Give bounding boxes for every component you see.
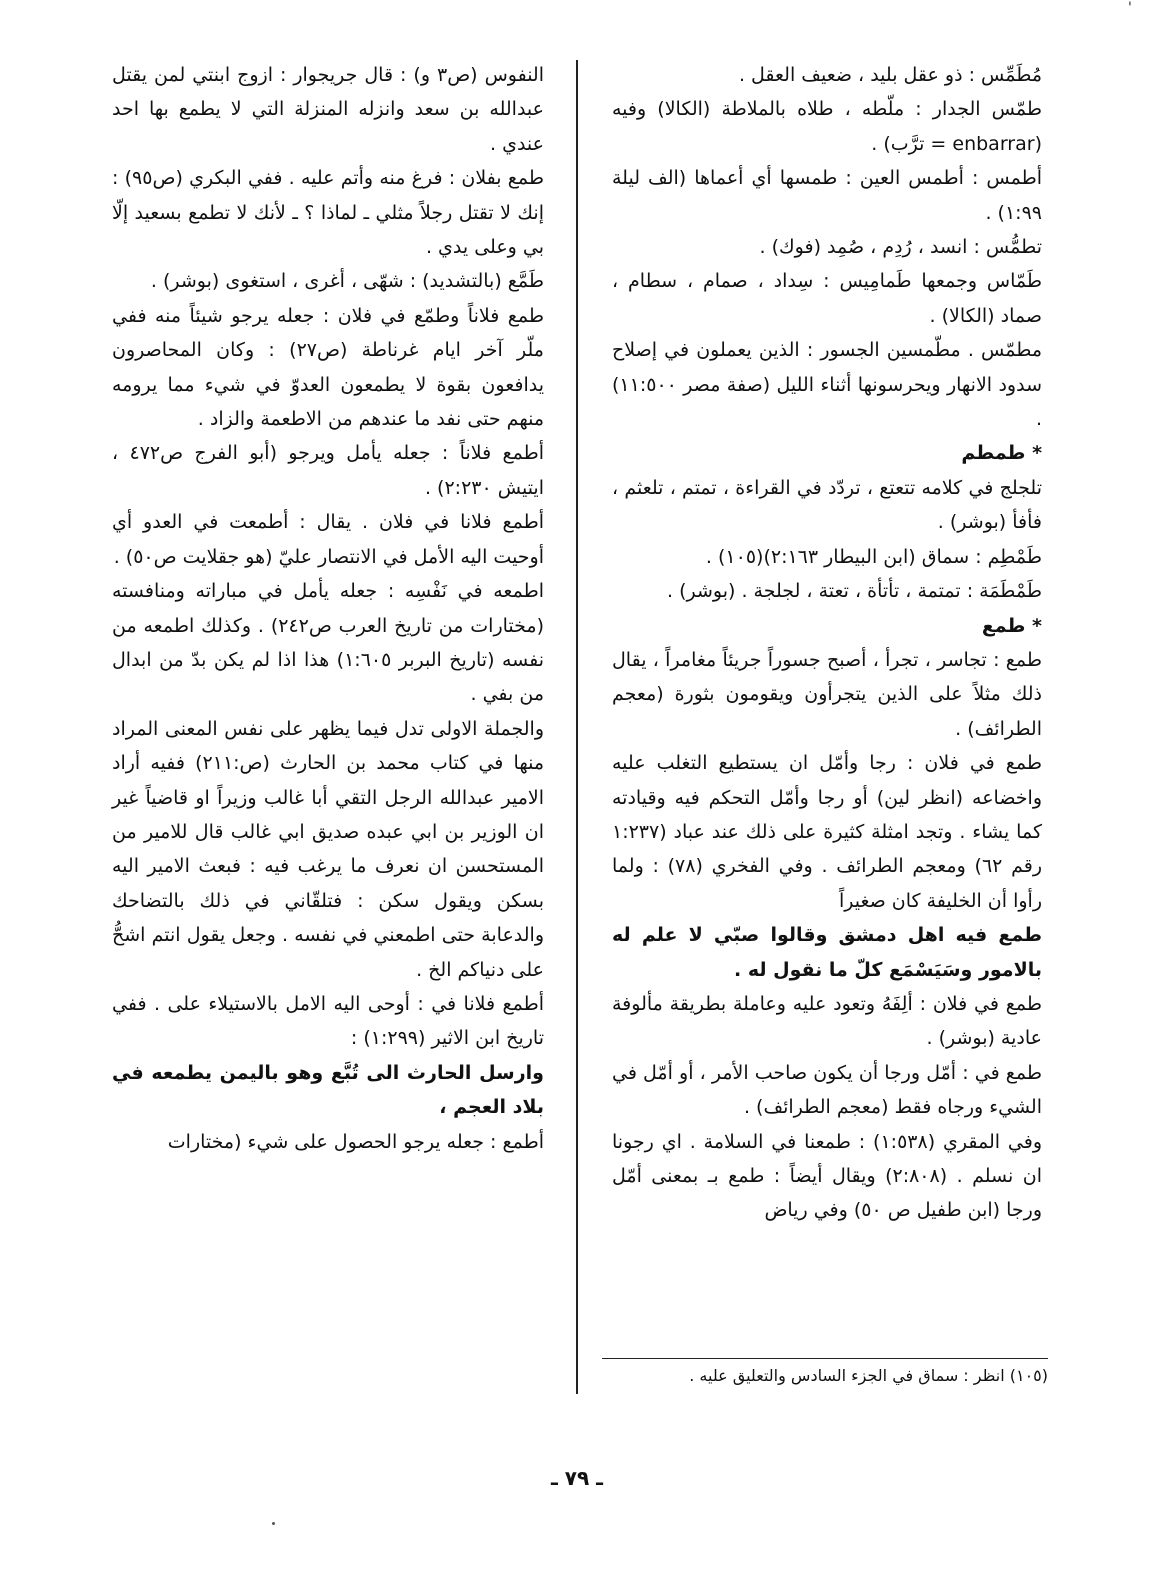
column-divider xyxy=(576,60,578,1394)
heading-tamaa: * طمع xyxy=(981,614,1042,637)
entry-tamtim: طَمْطِم : سماق (ابن البيطار ٢:١٦٣)(١٠٥) . xyxy=(705,545,1042,568)
left-column xyxy=(112,58,544,1159)
entry-tammaa-tashdid: طَمَّع (بالتشديد) : شهّى ، أغرى ، استغوى (بوشر) . xyxy=(150,270,544,293)
page-number: ـ ٧٩ ـ xyxy=(550,1466,604,1490)
entry-tammas: طَمّاس وجمعها طَمامِيس : سِداد ، صمام ، سطام ، صماد (الكالا) . xyxy=(612,270,1042,327)
entry-tamaa-fi-fulan: طمع في فلان : رجا وأمّل ان يستطيع التغلب عليه واخضاعه (انظر لين) أو رجا وأمّل التحكم فيه وقيادته كما يشاء . وتجد امثلة كثيرة على ذلك عند عباد (١:٢٣٧ رقم ٦٢) ومعجم الطرائف . وفي الفخري (٧٨) : ولما رأوا أن الخليفة كان صغيراً xyxy=(612,752,1042,912)
entry-tamaa-tajasar: طمع : تجاسر ، تجرأ ، أصبح جسوراً جريئاً مغامراً ، يقال ذلك مثلاً على الذين يتجرأون ويقومون بثورة (معجم الطرائف) . xyxy=(612,648,1042,740)
footnote-rule xyxy=(602,1358,1048,1359)
entry-tatammas: تطمُّس : انسد ، رُدِم ، صُمِد (فوك) . xyxy=(759,236,1042,259)
entry-wal-jumla: والجملة الاولى تدل فيما يظهر على نفس المعنى المراد منها في كتاب محمد بن الحارث (ص:٢١١) ففيه أراد الامير عبدالله الرجل التقي أبا غالب وزيراً او قاضياً غير ان الوزير بن ابي عبده صديق ابي غالب قال للامير من المستحسن ان نعرف ما يرغب فيه : فبعث الامير اليه بسكن ويقول سكن : فتلقّاني في ذلك بالتضاحك والدعابة حتى اطمعني في نفسه . وجعل يقول انتم اشحُّ على دنياكم الخ . xyxy=(112,717,544,981)
quote-dimashq: طمع فيه اهل دمشق وقالوا صبّي لا علم له بالامور وسَيَسْمَع كلّ ما نقول له . xyxy=(612,924,1042,981)
entry-atmaa-fi-fulan: أطمع فلانا في فلان . يقال : أطمعت في العدو أي أوحيت اليه الأمل في الانتصار عليّ (هو جقلايت ص٥٠) . xyxy=(112,511,544,568)
entry-nufus: النفوس (ص٣ و) : قال جريجوار : ازوج ابنتي لمن يقتل عبدالله بن سعد وانزله المنزلة التي لا يطمع بها احد عندي . xyxy=(112,64,544,155)
entry-mutammis-aljusur: مطمّس . مطّمسين الجسور : الذين يعملون في إصلاح سدود الانهار ويحرسونها أثناء الليل (صفة مصر ١١:٥٠٠) . xyxy=(612,339,1042,431)
footnote: (١٠٥) انظر : سماق في الجزء السادس والتعليق عليه . xyxy=(689,1366,1048,1385)
corner-mark: ' xyxy=(1128,0,1132,16)
scan-speck xyxy=(272,1522,275,1525)
entry-tamaa-fi-fulan-alifahu: طمع في فلان : ألِفَهُ وتعود عليه وعاملة بطريقة مألوفة عادية (بوشر) . xyxy=(612,992,1042,1050)
quote-harith: وارسل الحارث الى تُبَّع وهو باليمن يطمعه في بلاد العجم ، xyxy=(112,1061,544,1119)
entry-atmaa-rajaa: أطمع : جعله يرجو الحصول على شيء (مختارات xyxy=(167,1130,544,1153)
entry-mutammis: مُطَمِّس : ذو عقل بليد ، ضعيف العقل . xyxy=(738,64,1042,86)
entry-tamaa-bifulan: طمع بفلان : فرغ منه وأتم عليه . ففي البكري (ص٩٥) : إنك لا تقتل رجلاً مثلي ـ لماذا ؟ ـ لأنك لا تطمع بسعيد إلّا بي وعلى يدي . xyxy=(112,167,544,259)
entry-tamaa-fi-ammal: طمع في : أمّل ورجا أن يكون صاحب الأمر ، أو أمّل في الشيء ورجاه فقط (معجم الطرائف) . xyxy=(612,1061,1042,1119)
entry-atmaahu-fi-nafsihi: اطمعه في نَفْسِه : جعله يأمل في مباراته ومنافسته (مختارات من تاريخ العرب ص٢٤٢) . وكذلك اطمعه من نفسه (تاريخ البربر ١:٦٠٥) هذا اذا لم يكن بدّ من ابدال من بفي . xyxy=(112,580,544,706)
entry-talajlaj: تلجلج في كلامه تتعتع ، تردّد في القراءة ، تمتم ، تلعثم ، فأفأ (بوشر) . xyxy=(612,476,1042,534)
entry-tammas-aljidar: طمّس الجدار : ملّطه ، طلاه بالملاطة (الكالا) وفيه (enbarrar = ترَّب) . xyxy=(612,98,1042,155)
entry-tammaa-fulanan: طمع فلاناً وطمّع في فلان : جعله يرجو شيئاً منه ففي ملّر آخر ايام غرناطة (ص٢٧) : وكان المحاصرون يدافعون بقوة لا يطمعون العدوّ في شيء مما يرومه منهم حتى نفد ما عندهم من الاطعمة والزاد . xyxy=(112,304,544,431)
entry-maqqari: وفي المقري (١:٥٣٨) : طمعنا في السلامة . اي رجونا ان نسلم . (٢:٨٠٨) ويقال أيضاً : طمع بـ بمعنى أمّل ورجا (ابن طفيل ص ٥٠) وفي رياض xyxy=(612,1130,1043,1222)
right-column xyxy=(612,58,1042,1228)
entry-atmas: أطمس : أطمس العين : طمسها أي أعماها (الف ليلة ١:٩٩) . xyxy=(612,167,1042,224)
entry-atmaa-istila: أطمع فلانا في : أوحى اليه الامل بالاستيلاء على . ففي تاريخ ابن الاثير (١:٢٩٩) : xyxy=(112,992,544,1050)
entry-atmaa-fulanan: أطمع فلاناً : جعله يأمل ويرجو (أبو الفرج ص٤٧٢ ، ايتيش ٢:٢٣٠) . xyxy=(112,442,544,499)
heading-tamtam: * طمطم xyxy=(961,442,1042,465)
entry-tamtama: طَمْطَمَة : تمتمة ، تأتأة ، تعتة ، لجلجة . (بوشر) . xyxy=(667,580,1042,603)
